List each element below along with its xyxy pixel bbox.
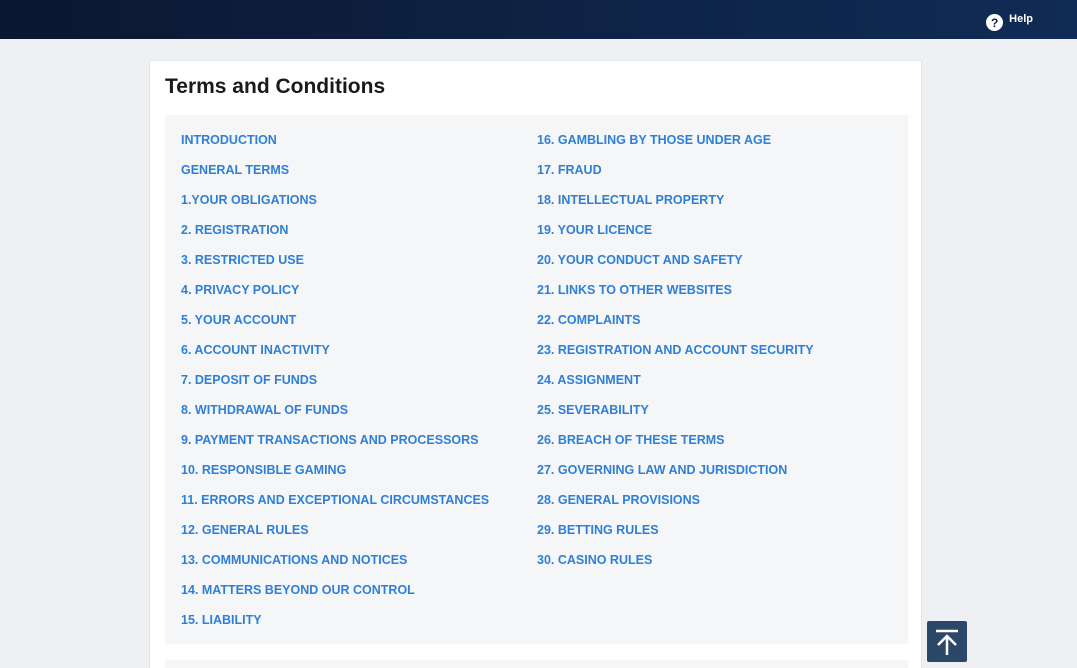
scroll-to-top-button[interactable] bbox=[927, 621, 967, 662]
toc-link[interactable]: 10. RESPONSIBLE GAMING bbox=[181, 463, 347, 477]
question-icon: ? bbox=[986, 14, 1003, 31]
toc-right-column bbox=[537, 132, 814, 582]
toc-link[interactable]: 12. GENERAL RULES bbox=[181, 523, 309, 537]
toc-link[interactable]: 4. PRIVACY POLICY bbox=[181, 283, 300, 297]
toc-link[interactable]: 7. DEPOSIT OF FUNDS bbox=[181, 373, 318, 387]
toc-link[interactable]: 9. PAYMENT TRANSACTIONS AND PROCESSORS bbox=[181, 433, 479, 447]
content-section-top bbox=[165, 660, 908, 668]
help-label: Help bbox=[1009, 12, 1033, 25]
toc-link[interactable]: 14. MATTERS BEYOND OUR CONTROL bbox=[181, 583, 415, 597]
page-title: Terms and Conditions bbox=[165, 75, 386, 98]
toc-link[interactable]: 11. ERRORS AND EXCEPTIONAL CIRCUMSTANCES bbox=[181, 493, 490, 507]
toc-link[interactable]: 22. COMPLAINTS bbox=[537, 313, 641, 327]
toc-link[interactable]: 28. GENERAL PROVISIONS bbox=[537, 493, 701, 507]
arrow-up-to-top-icon bbox=[934, 628, 960, 656]
toc-link[interactable]: INTRODUCTION bbox=[181, 133, 277, 147]
toc-link[interactable]: 27. GOVERNING LAW AND JURISDICTION bbox=[537, 463, 788, 477]
toc-link[interactable]: 30. CASINO RULES bbox=[537, 553, 653, 567]
table-of-contents bbox=[165, 115, 908, 644]
toc-link[interactable]: 3. RESTRICTED USE bbox=[181, 253, 304, 267]
toc-link[interactable]: 13. COMMUNICATIONS AND NOTICES bbox=[181, 553, 408, 567]
toc-link[interactable]: 8. WITHDRAWAL OF FUNDS bbox=[181, 403, 349, 417]
toc-link[interactable]: 24. ASSIGNMENT bbox=[537, 373, 641, 387]
help-button[interactable] bbox=[986, 10, 1033, 31]
toc-link[interactable]: 26. BREACH OF THESE TERMS bbox=[537, 433, 725, 447]
toc-link[interactable]: 1.YOUR OBLIGATIONS bbox=[181, 193, 317, 207]
toc-link[interactable]: 5. YOUR ACCOUNT bbox=[181, 313, 297, 327]
toc-link[interactable]: 15. LIABILITY bbox=[181, 613, 262, 627]
toc-link[interactable]: 29. BETTING RULES bbox=[537, 523, 659, 537]
toc-link[interactable]: 17. FRAUD bbox=[537, 163, 602, 177]
toc-link[interactable]: 16. GAMBLING BY THOSE UNDER AGE bbox=[537, 133, 772, 147]
toc-link[interactable]: 20. YOUR CONDUCT AND SAFETY bbox=[537, 253, 743, 267]
toc-left-column bbox=[181, 132, 489, 642]
toc-link[interactable]: 25. SEVERABILITY bbox=[537, 403, 649, 417]
terms-card bbox=[149, 60, 922, 668]
toc-link[interactable]: 19. YOUR LICENCE bbox=[537, 223, 653, 237]
top-navigation-bar bbox=[0, 0, 1077, 39]
toc-link[interactable]: 18. INTELLECTUAL PROPERTY bbox=[537, 193, 725, 207]
toc-link[interactable]: 21. LINKS TO OTHER WEBSITES bbox=[537, 283, 732, 297]
toc-link[interactable]: GENERAL TERMS bbox=[181, 163, 290, 177]
toc-link[interactable]: 2. REGISTRATION bbox=[181, 223, 289, 237]
toc-link[interactable]: 6. ACCOUNT INACTIVITY bbox=[181, 343, 330, 357]
toc-link[interactable]: 23. REGISTRATION AND ACCOUNT SECURITY bbox=[537, 343, 814, 357]
